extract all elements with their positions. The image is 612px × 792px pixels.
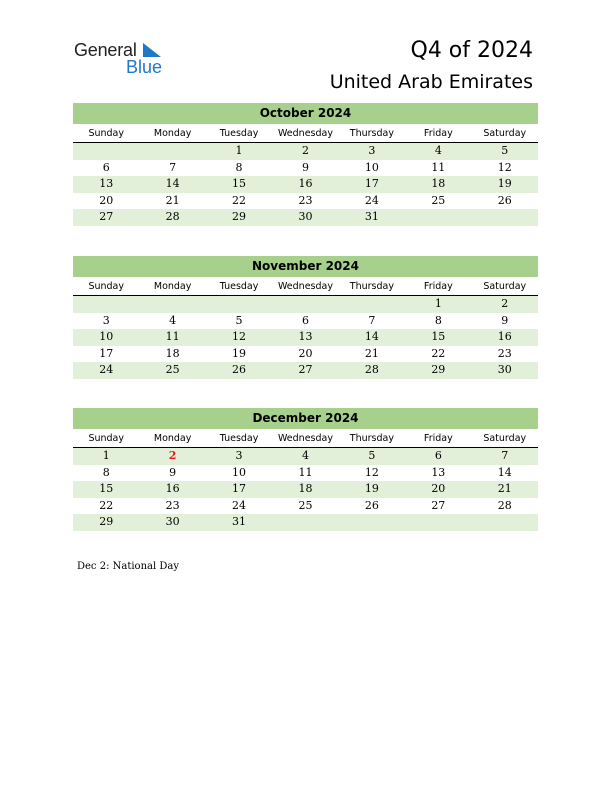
day-cell: 11 — [431, 160, 446, 174]
day-cell: 21 — [497, 482, 512, 496]
weekday-label: Saturday — [483, 433, 527, 444]
day-cell — [472, 209, 538, 226]
day-cell: 26 — [497, 193, 512, 207]
week-row — [73, 329, 538, 346]
week-row — [73, 362, 538, 379]
day-cell: 28 — [497, 498, 512, 512]
day-cell — [139, 296, 205, 313]
day-cell: 12 — [497, 160, 512, 174]
day-cell: 15 — [232, 177, 247, 191]
day-cell: 20 — [431, 482, 446, 496]
day-cell: 27 — [431, 498, 446, 512]
day-cell: 7 — [368, 313, 376, 327]
day-cell: 25 — [165, 363, 180, 377]
day-cell: 28 — [364, 363, 379, 377]
day-cell: 26 — [232, 363, 247, 377]
weekday-label: Wednesday — [277, 433, 333, 444]
day-cell: 20 — [298, 346, 313, 360]
day-cell: 6 — [434, 449, 442, 462]
day-cell — [139, 143, 205, 160]
day-cell: 9 — [501, 313, 509, 327]
day-cell — [339, 296, 405, 313]
day-cell: 24 — [364, 193, 379, 207]
day-cell: 19 — [232, 346, 247, 360]
weekday-label: Tuesday — [219, 128, 259, 139]
day-cell: 6 — [301, 313, 309, 327]
weeks-container — [73, 143, 538, 226]
day-cell: 13 — [431, 465, 446, 479]
weekday-label: Wednesday — [277, 281, 333, 292]
day-cell: 10 — [232, 465, 247, 479]
day-cell: 1 — [434, 297, 442, 310]
day-cell: 5 — [368, 449, 376, 462]
day-cell: 17 — [364, 177, 379, 191]
day-cell — [472, 514, 538, 531]
day-cell — [73, 143, 139, 160]
week-row — [73, 193, 538, 210]
day-cell: 4 — [169, 313, 177, 327]
day-cell — [73, 296, 139, 313]
day-cell: 10 — [99, 330, 114, 344]
weekday-label: Monday — [153, 128, 192, 139]
day-cell: 8 — [235, 160, 243, 174]
day-cell: 18 — [431, 177, 446, 191]
logo-general-text: General — [74, 40, 137, 60]
day-cell: 18 — [165, 346, 180, 360]
day-cell: 21 — [165, 193, 180, 207]
weeks-container — [73, 296, 538, 379]
day-cell: 1 — [235, 144, 243, 157]
day-cell: 15 — [99, 482, 114, 496]
week-row — [73, 448, 538, 465]
day-cell: 5 — [501, 144, 509, 157]
weekday-label: Thursday — [349, 433, 394, 444]
week-row — [73, 209, 538, 226]
day-cell: 12 — [232, 330, 247, 344]
day-cell: 29 — [431, 363, 446, 377]
day-cell: 14 — [497, 465, 512, 479]
logo-flag-icon — [143, 43, 163, 59]
day-cell — [206, 296, 272, 313]
day-cell: 13 — [298, 330, 313, 344]
day-cell: 23 — [298, 193, 313, 207]
weekday-label: Friday — [423, 128, 453, 139]
day-cell: 20 — [99, 193, 114, 207]
day-cell: 5 — [235, 313, 243, 327]
week-row — [73, 176, 538, 193]
day-cell: 3 — [102, 313, 110, 327]
weekday-label: Thursday — [349, 281, 394, 292]
weekday-label: Friday — [423, 281, 453, 292]
week-row — [73, 143, 538, 160]
day-cell: 13 — [99, 177, 114, 191]
day-cell: 9 — [301, 160, 309, 174]
day-cell: 4 — [301, 449, 309, 462]
day-cell: 14 — [165, 177, 180, 191]
day-cell: 25 — [298, 498, 313, 512]
day-cell: 30 — [165, 515, 180, 529]
month-block-october — [73, 103, 538, 226]
day-cell: 9 — [169, 465, 177, 479]
day-cell: 4 — [434, 144, 442, 157]
day-cell: 30 — [298, 210, 313, 224]
day-cell: 6 — [102, 160, 110, 174]
weekday-label: Tuesday — [219, 433, 259, 444]
day-cell: 22 — [431, 346, 446, 360]
logo-blue-text: Blue — [126, 57, 163, 77]
day-cell — [272, 514, 338, 531]
weekday-label: Sunday — [88, 128, 124, 139]
day-cell: 30 — [497, 363, 512, 377]
day-cell: 8 — [434, 313, 442, 327]
day-cell: 25 — [431, 193, 446, 207]
weekday-label: Wednesday — [277, 128, 333, 139]
day-cell: 24 — [232, 498, 247, 512]
weekday-label: Thursday — [349, 128, 394, 139]
day-cell: 22 — [232, 193, 247, 207]
day-cell: 2 — [501, 297, 509, 310]
day-cell — [405, 209, 471, 226]
day-cell: 23 — [165, 498, 180, 512]
day-cell — [339, 514, 405, 531]
day-cell: 2 — [301, 144, 309, 157]
country-name: United Arab Emirates — [329, 71, 533, 93]
day-cell: 31 — [232, 515, 247, 529]
week-row — [73, 296, 538, 313]
day-cell: 26 — [364, 498, 379, 512]
day-cell: 7 — [501, 449, 509, 462]
week-row — [73, 498, 538, 515]
month-block-november — [73, 256, 538, 379]
weekday-label: Tuesday — [219, 281, 259, 292]
weekday-row — [73, 278, 538, 296]
weeks-container — [73, 448, 538, 531]
day-cell: 17 — [99, 346, 114, 360]
weekday-label: Saturday — [483, 281, 527, 292]
day-cell: 27 — [99, 210, 114, 224]
day-cell: 29 — [232, 210, 247, 224]
weekday-label: Sunday — [88, 281, 124, 292]
day-cell: 28 — [165, 210, 180, 224]
day-cell: 10 — [364, 160, 379, 174]
day-cell: 12 — [364, 465, 379, 479]
day-cell: 23 — [497, 346, 512, 360]
weekday-label: Sunday — [88, 433, 124, 444]
day-cell: 3 — [368, 144, 376, 157]
generalblue-logo — [74, 40, 174, 80]
day-cell: 22 — [99, 498, 114, 512]
month-block-december — [73, 408, 538, 531]
weekday-label: Friday — [423, 433, 453, 444]
day-cell: 19 — [364, 482, 379, 496]
day-cell: 16 — [497, 330, 512, 344]
day-cell: 29 — [99, 515, 114, 529]
weekday-label: Monday — [153, 281, 192, 292]
week-row — [73, 160, 538, 177]
day-cell — [405, 514, 471, 531]
day-cell: 7 — [169, 160, 177, 174]
month-header: November 2024 — [73, 256, 538, 277]
day-cell: 19 — [497, 177, 512, 191]
weekday-row — [73, 430, 538, 448]
day-cell: 3 — [235, 449, 243, 462]
week-row — [73, 313, 538, 330]
day-cell: 31 — [364, 210, 379, 224]
page-title: Q4 of 2024 — [410, 38, 533, 63]
day-cell: 1 — [102, 449, 110, 462]
day-cell: 21 — [364, 346, 379, 360]
day-cell: 8 — [102, 465, 110, 479]
day-cell: 11 — [298, 465, 313, 479]
week-row — [73, 465, 538, 482]
holiday-note: Dec 2: National Day — [77, 561, 179, 572]
day-cell: 2 — [168, 449, 177, 462]
weekday-row — [73, 125, 538, 143]
week-row — [73, 481, 538, 498]
month-header: December 2024 — [73, 408, 538, 429]
weekday-label: Saturday — [483, 128, 527, 139]
day-cell: 15 — [431, 330, 446, 344]
day-cell: 18 — [298, 482, 313, 496]
day-cell: 11 — [165, 330, 180, 344]
month-header: October 2024 — [73, 103, 538, 124]
day-cell: 14 — [364, 330, 379, 344]
day-cell: 24 — [99, 363, 114, 377]
week-row — [73, 514, 538, 531]
day-cell: 16 — [165, 482, 180, 496]
day-cell: 27 — [298, 363, 313, 377]
day-cell: 16 — [298, 177, 313, 191]
week-row — [73, 346, 538, 363]
day-cell — [272, 296, 338, 313]
weekday-label: Monday — [153, 433, 192, 444]
day-cell: 17 — [232, 482, 247, 496]
